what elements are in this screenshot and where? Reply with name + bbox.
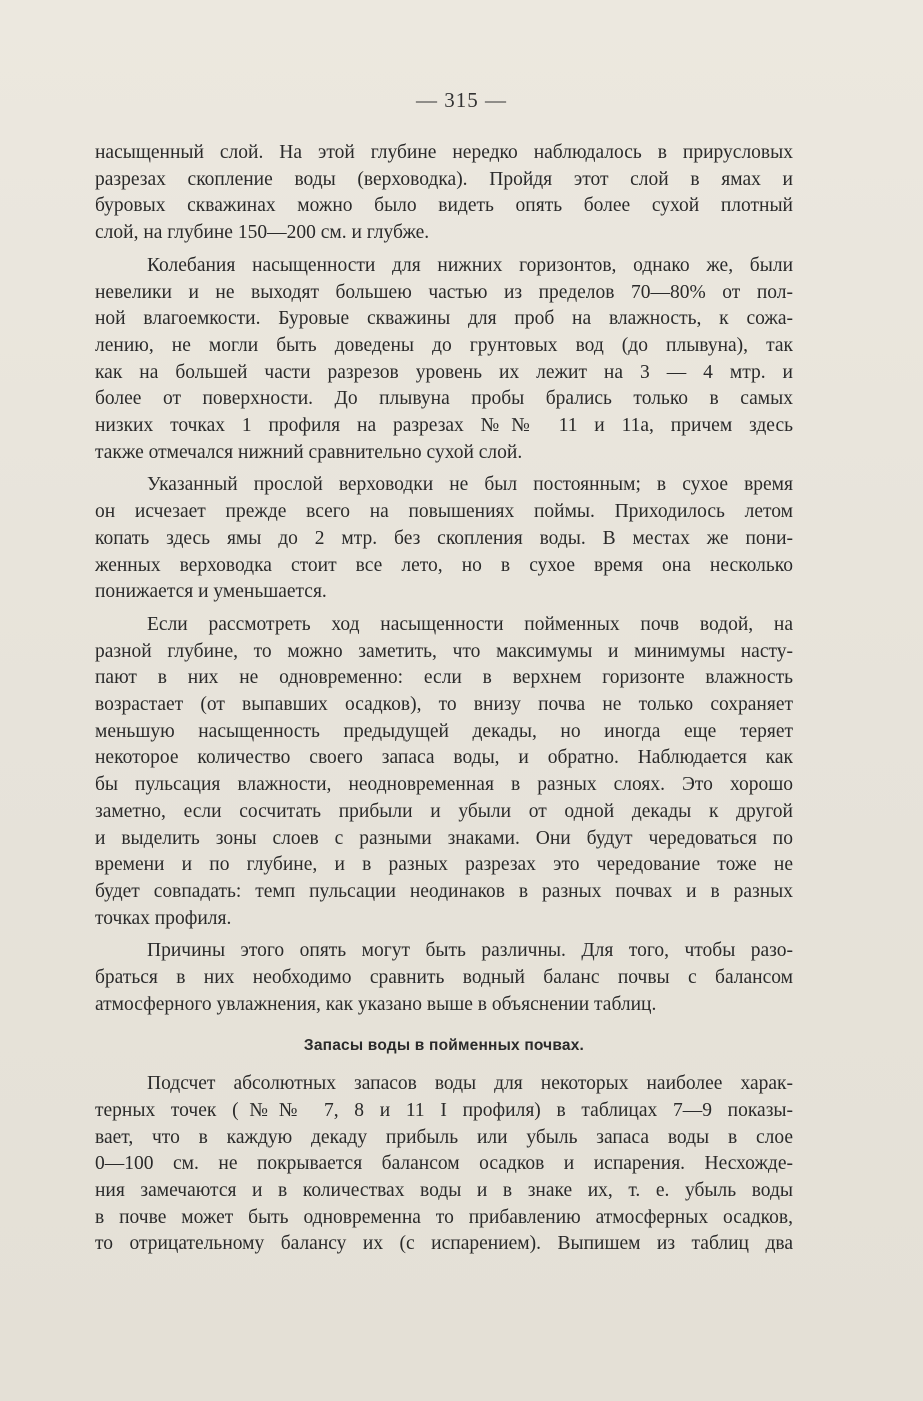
text-line: разрезах скопление воды (верховодка). Пройдя этот слой в ямах и bbox=[95, 168, 793, 190]
text-line: времени и по глубине, и в разных разрезах это чередование тоже не bbox=[95, 854, 793, 876]
text-body bbox=[95, 140, 793, 1258]
text-line: слой, на глубине 150—200 см. и глубже. bbox=[95, 222, 430, 244]
text-line: более от поверхности. До плывуна пробы брались только в самых bbox=[95, 388, 793, 410]
text-line: Причины этого опять могут быть различны. Для того, чтобы разо- bbox=[147, 940, 793, 962]
text-line: Указанный прослой верховодки не был постоянным; в сухое время bbox=[147, 474, 793, 496]
text-line: вает, что в каждую декаду прибыль или убыль запаса воды в слое bbox=[95, 1126, 793, 1148]
paragraph-5 bbox=[95, 938, 793, 1018]
text-line: Подсчет абсолютных запасов воды для некоторых наиболее харак- bbox=[147, 1073, 793, 1095]
text-line: атмосферного увлажнения, как указано выше в объяснении таблиц. bbox=[95, 993, 657, 1015]
text-line: лению, не могли быть доведены до грунтовых вод (до плывуна), так bbox=[95, 334, 793, 356]
text-line: он исчезает прежде всего на повышениях поймы. Приходилось летом bbox=[95, 501, 793, 523]
text-line: ной влагоемкости. Буровые скважины для проб на влажность, к сожа- bbox=[95, 308, 793, 330]
text-line: копать здесь ямы до 2 мтр. без скопления воды. В местах же пони- bbox=[95, 527, 793, 549]
text-line: бы пульсация влажности, неодновременная в разных слоях. Это хорошо bbox=[95, 774, 793, 796]
text-line: и выделить зоны слоев с разными знаками. Они будут чередоваться по bbox=[95, 827, 793, 849]
text-line: женных верховодка стоит все лето, но в сухое время она несколько bbox=[95, 554, 793, 576]
text-line: некоторое количество своего запаса воды, и обратно. Наблюдается как bbox=[95, 747, 793, 769]
text-line: понижается и уменьшается. bbox=[95, 581, 327, 603]
text-line: заметно, если сосчитать прибыли и убыли от одной декады к другой bbox=[95, 800, 793, 822]
text-line: насыщенный слой. На этой глубине нередко наблюдалось в прирусловых bbox=[95, 142, 793, 163]
text-line: как на большей части разрезов уровень их лежит на 3 — 4 мтр. и bbox=[95, 361, 793, 383]
text-line: браться в них необходимо сравнить водный баланс почвы с балансом bbox=[95, 967, 793, 989]
text-line: буровых скважинах можно было видеть опять более сухой плотный bbox=[95, 195, 793, 217]
text-line: терных точек (№№ 7, 8 и 11 I профиля) в таблицах 7—9 показы- bbox=[95, 1099, 793, 1121]
text-line: возрастает (от выпавших осадков), то внизу почва не только сохраняет bbox=[95, 694, 793, 716]
text-line: разной глубине, то можно заметить, что максимумы и минимумы насту- bbox=[95, 640, 793, 662]
text-line: точках профиля. bbox=[95, 907, 232, 929]
paragraph-3 bbox=[95, 472, 793, 606]
text-line: то отрицательному балансу их (с испарением). Выпишем из таблиц два bbox=[95, 1233, 793, 1255]
text-line: в почве может быть одновременна то прибавлению атмосферных осадков, bbox=[95, 1206, 793, 1228]
text-line: будет совпадать: темп пульсации неодинаков в разных почвах и в разных bbox=[95, 880, 793, 902]
text-line: меньшую насыщенность предыдущей декады, но иногда еще теряет bbox=[95, 720, 793, 742]
paragraph-2 bbox=[95, 253, 793, 467]
page-number: — 315 — bbox=[416, 88, 507, 112]
paragraph-6 bbox=[95, 1071, 793, 1258]
text-line: 0—100 см. не покрывается балансом осадков и испарения. Несхожде- bbox=[95, 1153, 793, 1175]
text-line: пают в них не одновременно: если в верхнем горизонте влажность bbox=[95, 667, 793, 689]
text-line: также отмечался нижний сравнительно сухой слой. bbox=[95, 441, 523, 463]
paragraph-1 bbox=[95, 140, 793, 247]
text-line: Колебания насыщенности для нижних горизонтов, однако же, были bbox=[147, 254, 793, 276]
text-line: невелики и не выходят большею частью из пределов 70—80% от пол- bbox=[95, 281, 793, 303]
section-heading: Запасы воды в пойменных почвах. bbox=[303, 1036, 585, 1054]
text-line: низких точках 1 профиля на разрезах №№ 11 и 11а, причем здесь bbox=[95, 415, 793, 437]
text-line: Если рассмотреть ход насыщенности пойменных почв водой, на bbox=[147, 613, 793, 635]
paragraph-4 bbox=[95, 612, 793, 932]
text-line: ния замечаются и в количествах воды и в знаке их, т. е. убыль воды bbox=[95, 1180, 793, 1202]
